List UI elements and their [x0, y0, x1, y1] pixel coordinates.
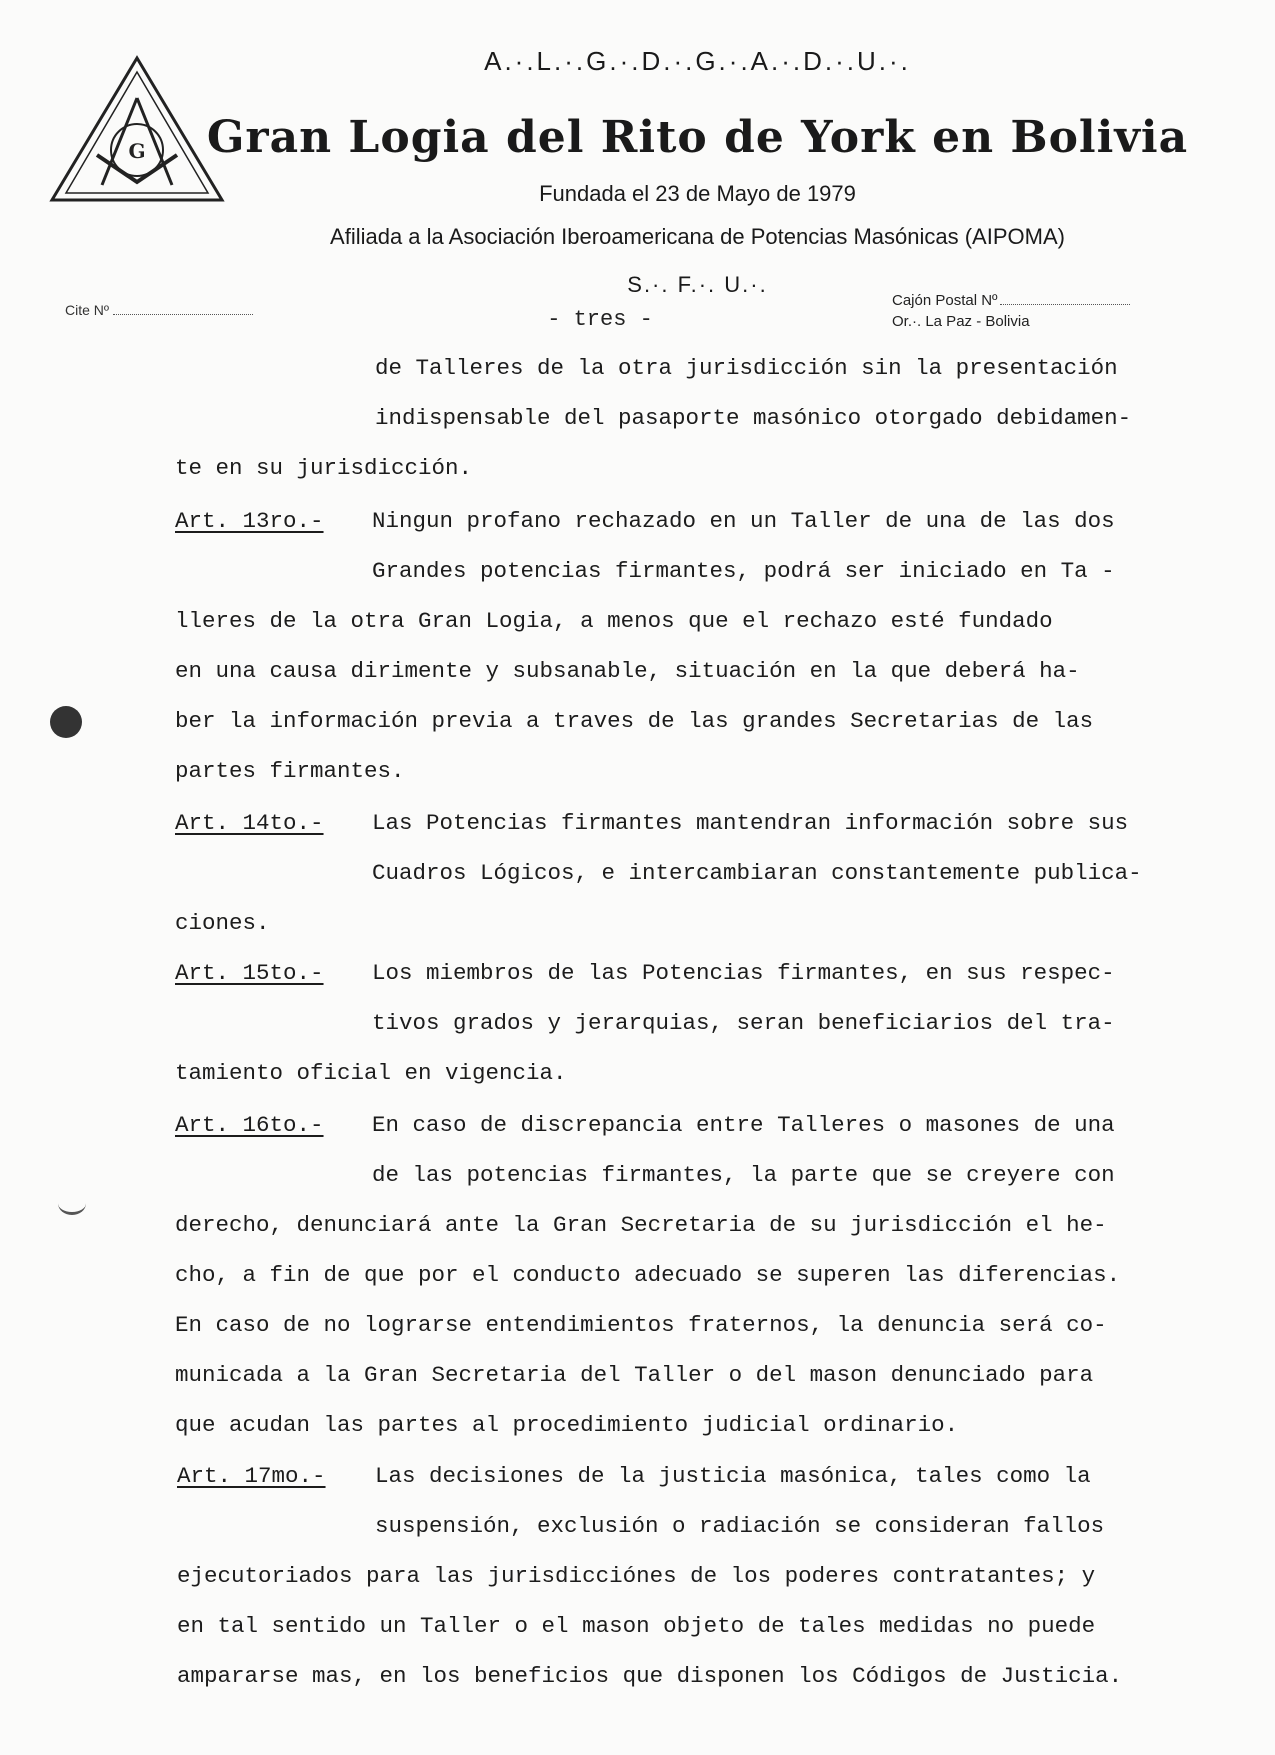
article-label: Art. 13ro.- [175, 508, 324, 534]
body-line: En caso de discrepancia entre Talleres o masones de una [372, 1112, 1115, 1138]
postal-info [892, 290, 1130, 332]
body-line: te en su jurisdicción. [175, 455, 473, 481]
body-line: en tal sentido un Taller o el mason objeto de tales medidas no puede [177, 1613, 1096, 1639]
header-abbreviation: A.·.L.·.G.·.D.·.G.·.A.·.D.·.U.·. [484, 46, 911, 76]
body-line: ejecutoriados para las jurisdicciónes de los poderes contratantes; y [177, 1563, 1096, 1589]
cite-label: Cite Nº [65, 302, 110, 318]
sfu-salutation: S.·. F.·. U.·. [627, 272, 768, 297]
punch-hole-shadow [58, 1192, 86, 1215]
body-line: En caso de no lograrse entendimientos fraternos, la denuncia será co- [175, 1312, 1107, 1338]
body-line: que acudan las partes al procedimiento judicial ordinario. [175, 1412, 959, 1438]
oriente-label: Or.·. La Paz - Bolivia [892, 313, 1030, 330]
body-line: derecho, denunciará ante la Gran Secretaria de su jurisdicción el he- [175, 1212, 1107, 1238]
body-line: de las potencias firmantes, la parte que se creyere con [372, 1162, 1115, 1188]
body-line: tamiento oficial en vigencia. [175, 1060, 567, 1086]
body-line: de Talleres de la otra jurisdicción sin la presentación [375, 355, 1118, 381]
body-line: municada a la Gran Secretaria del Taller o del mason denunciado para [175, 1362, 1094, 1388]
article-label: Art. 17mo.- [177, 1463, 326, 1489]
body-line: Grandes potencias firmantes, podrá ser iniciado en Ta - [372, 558, 1115, 584]
body-line: Las Potencias firmantes mantendran información sobre sus [372, 810, 1129, 836]
article-label: Art. 16to.- [175, 1112, 324, 1138]
body-line: lleres de la otra Gran Logia, a menos que el rechazo esté fundado [175, 608, 1053, 634]
body-line: indispensable del pasaporte masónico otorgado debidamen- [375, 405, 1132, 431]
page-number: - tres - [547, 307, 653, 332]
body-line: ampararse mas, en los beneficios que disponen los Códigos de Justicia. [177, 1663, 1123, 1689]
founded-date: Fundada el 23 de Mayo de 1979 [539, 181, 856, 206]
body-line: ber la información previa a traves de las grandes Secretarias de las [175, 708, 1094, 734]
article-label: Art. 15to.- [175, 960, 324, 986]
body-line: partes firmantes. [175, 758, 405, 784]
svg-text:G: G [128, 139, 146, 163]
body-line: Los miembros de las Potencias firmantes, en sus respec- [372, 960, 1115, 986]
body-line: suspensión, exclusión o radiación se consideran fallos [375, 1513, 1105, 1539]
affiliation: Afiliada a la Asociación Iberoamericana de Potencias Masónicas (AIPOMA) [330, 224, 1065, 249]
body-line: Las decisiones de la justicia masónica, tales como la [375, 1463, 1091, 1489]
body-line: ciones. [175, 910, 270, 936]
body-line: en una causa dirimente y subsanable, situación en la que deberá ha- [175, 658, 1080, 684]
body-line: Ningun profano rechazado en un Taller de una de las dos [372, 508, 1115, 534]
cite-field [65, 302, 253, 318]
cajon-label: Cajón Postal Nº [892, 292, 998, 309]
body-line: tivos grados y jerarquias, seran beneficiarios del tra- [372, 1010, 1115, 1036]
body-line: Cuadros Lógicos, e intercambiaran constantemente publica- [372, 860, 1142, 886]
organization-name: Gran Logia del Rito de York en Bolivia [206, 112, 1189, 163]
body-line: cho, a fin de que por el conducto adecuado se superen las diferencias. [175, 1262, 1121, 1288]
punch-hole [50, 706, 82, 738]
article-label: Art. 14to.- [175, 810, 324, 836]
